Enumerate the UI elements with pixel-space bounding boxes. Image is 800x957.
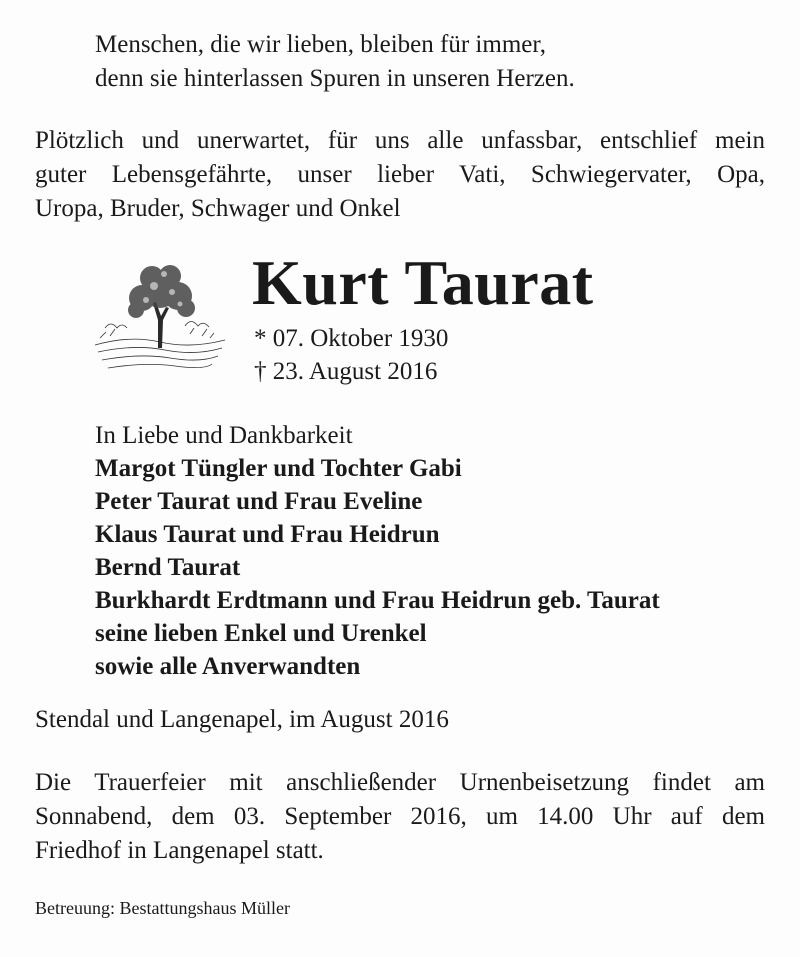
mourner-name: Margot Tüngler und Tochter Gabi (95, 455, 462, 482)
mourner-name: sowie alle Anverwandten (95, 653, 361, 680)
mourner-name: Peter Taurat und Frau Eveline (95, 488, 423, 515)
place-and-date: Stendal und Langenapel, im August 2016 (35, 706, 449, 733)
funeral-home-credit: Betreuung: Bestattungshaus Müller (35, 898, 290, 918)
life-dates (254, 322, 448, 388)
mourner-name: seine lieben Enkel und Urenkel (95, 620, 427, 647)
motto-line: Menschen, die wir lieben, bleiben für immer, (95, 31, 546, 58)
intro-text (35, 124, 765, 226)
intro-line: Plötzlich und unerwartet, für uns alle unfassbar, entschlief mein (35, 127, 765, 154)
death-date: † 23. August 2016 (254, 358, 438, 385)
mourners-heading: In Liebe und Dankbarkeit (95, 422, 353, 449)
motto-line: denn sie hinterlassen Spuren in unseren Herzen. (95, 65, 575, 92)
intro-line: Uropa, Bruder, Schwager und Onkel (35, 195, 401, 222)
funeral-line: Friedhof in Langenapel statt. (35, 837, 324, 864)
deceased-name: Kurt Taurat (252, 247, 594, 318)
mourner-name: Bernd Taurat (95, 554, 241, 581)
mourners-list (95, 419, 660, 683)
mourner-name: Klaus Taurat und Frau Heidrun (95, 521, 440, 548)
funeral-line: Die Trauerfeier mit anschließender Urnenbeisetzung findet am (35, 769, 765, 796)
funeral-info (35, 766, 765, 868)
funeral-line: Sonnabend, dem 03. September 2016, um 14.00 Uhr auf dem (35, 803, 765, 830)
motto (95, 28, 575, 96)
birth-date: * 07. Oktober 1930 (254, 325, 449, 352)
tree-illustration (90, 250, 230, 380)
mourner-name: Burkhardt Erdtmann und Frau Heidrun geb. Taurat (95, 587, 660, 614)
intro-line: guter Lebensgefährte, unser lieber Vati, Schwiegervater, Opa, (35, 161, 765, 188)
